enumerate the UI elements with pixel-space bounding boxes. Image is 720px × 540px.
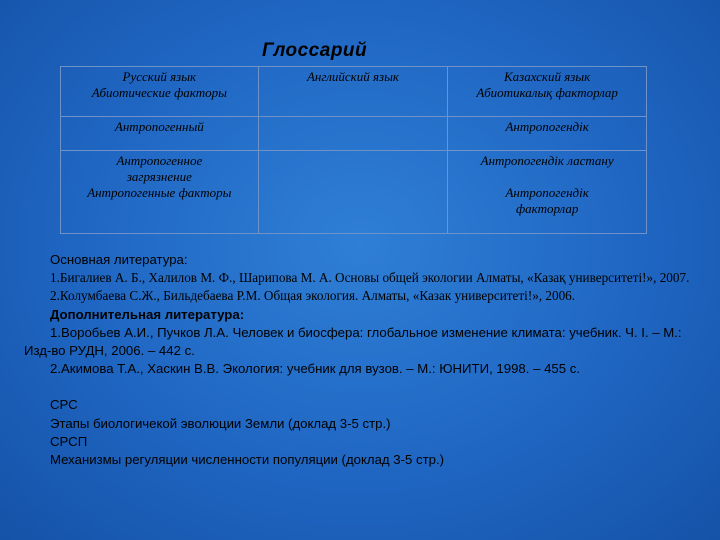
main-literature-heading: Основная литература: (50, 252, 188, 267)
term-factors-kz-line2: факторлар (515, 201, 579, 216)
term-anthropogenic-ru: Антропогенный (114, 119, 204, 134)
srs-topic: Этапы биологичекой эволюции Земли (доклад 3-5 стр.) (50, 415, 391, 431)
table-cell (448, 117, 647, 151)
extra-literature-heading: Дополнительная литература: (50, 306, 245, 322)
term-abiotic-kz: Абиотикалық факторлар (476, 85, 618, 100)
main-literature-item: 1.Бигалиев А. Б., Халилов М. Ф., Шарипова М. А. Основы общей экологии Алматы, «Казақ университетi!», 2007. (50, 270, 690, 286)
term-anthropogenic-kz: Антропогендік (505, 119, 589, 134)
table-cell (448, 67, 647, 117)
table-cell (258, 67, 448, 117)
table-row (61, 151, 647, 234)
main-literature-item: 2.Колумбаева С.Ж., Бильдебаева Р.М. Общая экология. Алматы, «Казак университетi!», 2006. (50, 288, 576, 304)
term-factors-kz-line1: Антропогендік (505, 185, 589, 200)
table-row (61, 117, 647, 151)
term-factors-ru: Антропогенные факторы (87, 185, 232, 200)
srsp-label: СРСП (50, 433, 88, 449)
srsp-topic: Механизмы регуляции численности популяции (доклад 3-5 стр.) (50, 452, 445, 468)
column-header-russian: Русский язык (122, 69, 197, 84)
table-cell (61, 151, 259, 234)
table-row (61, 67, 647, 117)
table-cell (61, 117, 259, 151)
term-abiotic-ru: Абиотические факторы (91, 85, 227, 100)
extra-literature-item: 2.Акимова Т.А., Хаскин В.В. Экология: учебник для вузов. – М.: ЮНИТИ, 1998. – 455 с. (50, 361, 580, 377)
srs-label: СРС (50, 397, 78, 413)
extra-literature-item: 1.Воробьев А.И., Пучков Л.А. Человек и биосфера: глобальное изменение климата: учебник. Ч. I. – М.: Изд-во РУДН, 2006. – 442 с. (24, 324, 682, 359)
glossary-table (60, 66, 647, 234)
table-cell (61, 67, 259, 117)
column-header-kazakh: Казахский язык (504, 69, 591, 84)
term-pollution-kz: Антропогендік ластану (480, 153, 614, 168)
term-pollution-ru-line1: Антропогенное (116, 153, 203, 168)
column-header-english: Английский язык (306, 69, 399, 84)
table-cell (448, 151, 647, 234)
table-cell (258, 117, 448, 151)
table-cell (258, 151, 448, 234)
page-title: Глоссарий (262, 40, 368, 61)
term-pollution-ru-line2: загрязнение (126, 169, 192, 184)
literature-section (24, 251, 704, 469)
